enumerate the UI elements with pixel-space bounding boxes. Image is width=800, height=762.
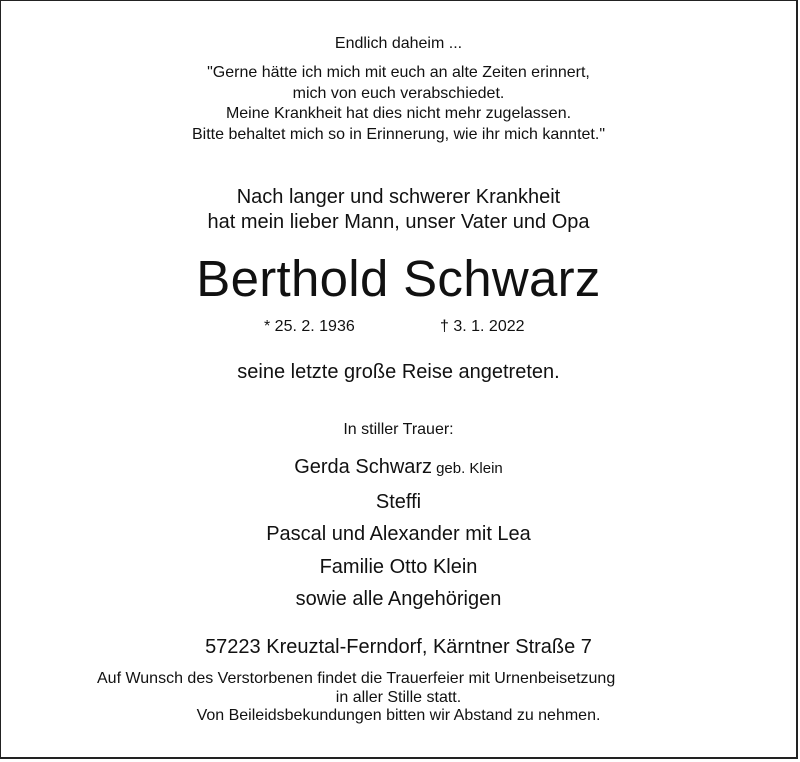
mourner-name: Familie Otto Klein: [319, 555, 478, 578]
motto-title: Endlich daheim ...: [334, 35, 463, 52]
mourners-list: [1, 451, 796, 616]
closing-line: Auf Wunsch des Verstorbenen findet die Trauerfeier mit Urnenbeisetzung: [97, 670, 616, 687]
closing-line: Von Beileidsbekundungen bitten wir Abstand zu nehmen.: [196, 707, 601, 724]
quote-line: "Gerne hätte ich mich mit euch an alte Zeiten erinnert,: [207, 64, 590, 81]
deceased-name: Berthold Schwarz: [196, 250, 601, 307]
mourner-name: Pascal und Alexander mit Lea: [266, 523, 531, 545]
mourner-name: Steffi: [375, 490, 422, 513]
address: 57223 Kreuztal-Ferndorf, Kärntner Straße 7: [205, 636, 592, 658]
quote-block: [1, 63, 796, 145]
intro-line: Nach langer und schwerer Krankheit: [236, 186, 561, 208]
quote-line: Bitte behaltet mich so in Erinnerung, wie ihr mich kanntet.": [192, 125, 605, 143]
mourner-name: sowie alle Angehörigen: [295, 588, 502, 610]
closing-line: in aller Stille statt.: [335, 688, 462, 706]
death-date: † 3. 1. 2022: [440, 318, 525, 335]
quote-line: mich von euch verabschiedet.: [292, 84, 505, 102]
intro-line: hat mein lieber Mann, unser Vater und Opa: [207, 211, 590, 233]
mourner-primary: [1, 451, 796, 486]
mourner-name: Gerda Schwarz: [294, 456, 433, 478]
intro-text: [1, 185, 796, 235]
maiden-name-note: geb. Klein: [436, 460, 503, 477]
closing-text: [1, 670, 796, 726]
quote-line: Meine Krankheit hat dies nicht mehr zugelassen.: [225, 105, 572, 122]
birth-date: * 25. 2. 1936: [264, 318, 355, 335]
journey-text: seine letzte große Reise angetreten.: [237, 361, 560, 383]
mourning-title: In stiller Trauer:: [343, 421, 454, 438]
